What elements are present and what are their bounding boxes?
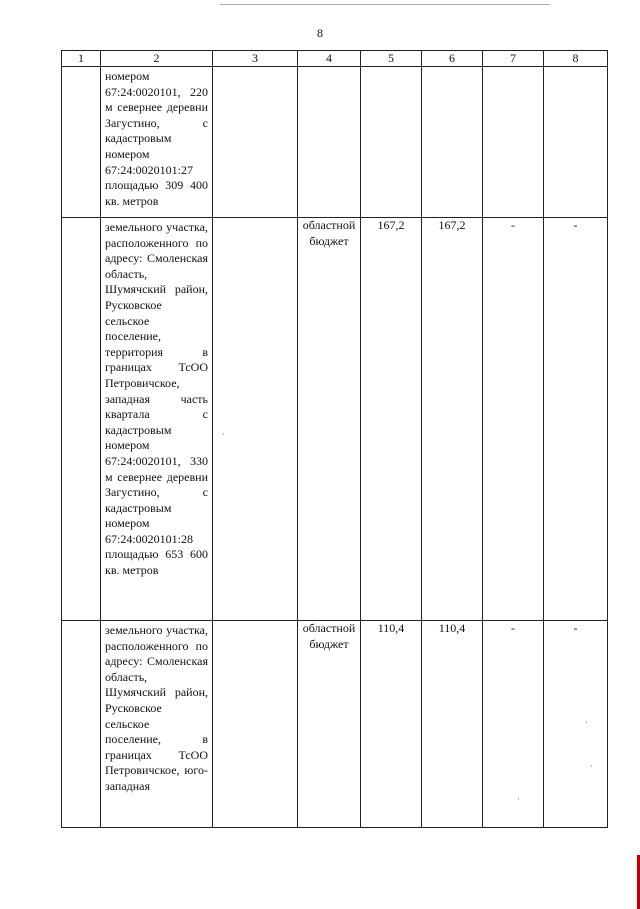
- description-cell: [101, 218, 213, 621]
- amount-cell: 110,4: [422, 621, 483, 828]
- amount-cell: 167,2: [422, 218, 483, 621]
- amount-cell: 167,2: [361, 218, 422, 621]
- funding-source-cell: [298, 67, 361, 218]
- amount-cell: -: [483, 621, 544, 828]
- scan-speck: ·: [585, 718, 588, 727]
- amount-cell: -: [483, 218, 544, 621]
- empty-cell: [213, 218, 298, 621]
- header-cell: 2: [101, 51, 213, 67]
- table-row: [62, 67, 608, 218]
- amount-cell: -: [544, 621, 608, 828]
- amount-cell: [483, 67, 544, 218]
- top-scan-line: [220, 4, 550, 5]
- amount-cell: [361, 67, 422, 218]
- header-cell: 8: [544, 51, 608, 67]
- scan-speck: ·: [222, 430, 225, 439]
- header-cell: 7: [483, 51, 544, 67]
- land-description: номером 67:24:0020101, 220 м севернее деревни Загустино, с кадастровым номером 67:24:0020101:27 площадью 309 400 кв. метров: [105, 69, 208, 208]
- description-cell: [101, 621, 213, 828]
- amount-cell: [544, 67, 608, 218]
- header-cell: 6: [422, 51, 483, 67]
- header-cell: 5: [361, 51, 422, 67]
- header-cell: 3: [213, 51, 298, 67]
- header-cell: 1: [62, 51, 101, 67]
- amount-cell: 110,4: [361, 621, 422, 828]
- amount-cell: -: [544, 218, 608, 621]
- page-number: 8: [317, 26, 323, 40]
- row-number-cell: [62, 621, 101, 828]
- description-cell: [101, 67, 213, 218]
- funding-source-cell: областной бюджет: [298, 218, 361, 621]
- scan-speck: ·: [517, 795, 520, 804]
- budget-table: [61, 50, 608, 828]
- land-description: земельного участка, расположенного по адресу: Смоленская область, Шумячский район, Русковское сельское поселение, в границах ТсОО Петровичское, юго-западная: [105, 623, 208, 793]
- header-cell: 4: [298, 51, 361, 67]
- scan-speck: ·: [590, 762, 593, 771]
- row-number-cell: [62, 218, 101, 621]
- header-row: [62, 51, 608, 67]
- table-row: [62, 621, 608, 828]
- empty-cell: [213, 621, 298, 828]
- amount-cell: [422, 67, 483, 218]
- land-description: земельного участка, расположенного по адресу: Смоленская область, Шумячский район, Русковское сельское поселение, территория в границах ТсОО Петровичское, западная часть квартала с кадастровым номером 67:24:0020101, 330 м севернее деревни Загустино, с кадастровым номером 67:24:0020101:28 площадью 653 600 кв. метров: [105, 220, 208, 578]
- table-row: [62, 218, 608, 621]
- empty-cell: [213, 67, 298, 218]
- funding-source-cell: областной бюджет: [298, 621, 361, 828]
- row-number-cell: [62, 67, 101, 218]
